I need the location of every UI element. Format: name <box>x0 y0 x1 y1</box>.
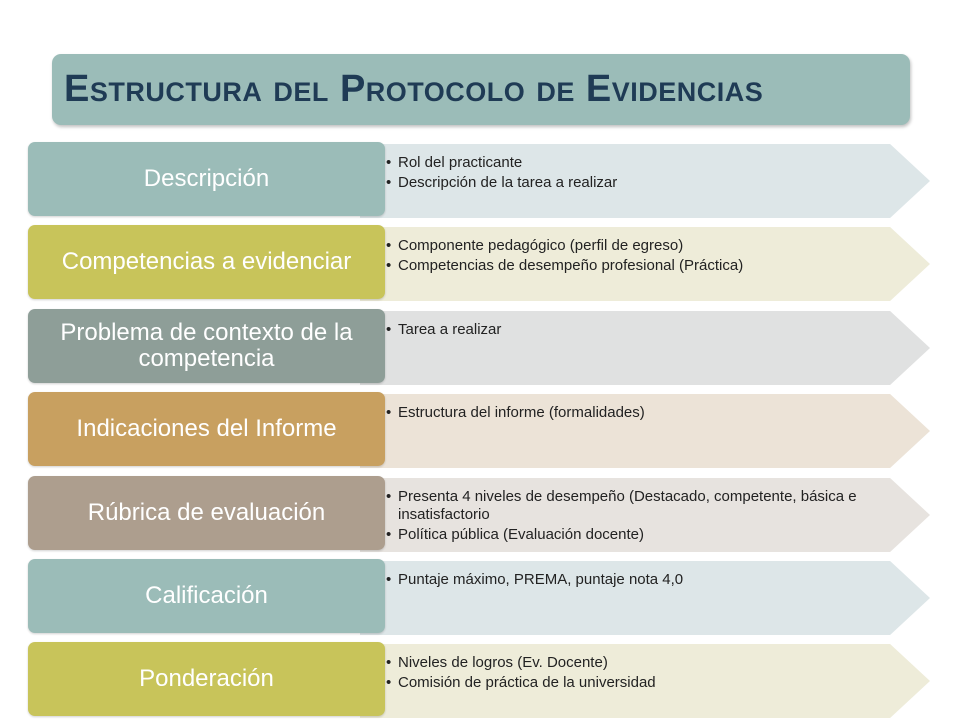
bullet-item: • Política pública (Evaluación docente) <box>386 526 906 544</box>
row-label: Problema de contexto de la competencia <box>28 309 385 383</box>
bullet-item: • Puntaje máximo, PREMA, puntaje nota 4,0 <box>386 571 906 589</box>
row-label: Calificación <box>28 559 385 633</box>
row-label: Ponderación <box>28 642 385 716</box>
structure-row <box>0 642 960 722</box>
row-bullet-list <box>386 654 906 694</box>
structure-row <box>0 309 960 389</box>
bullet-item: • Competencias de desempeño profesional (Práctica) <box>386 257 906 275</box>
structure-row <box>0 476 960 556</box>
row-label: Descripción <box>28 142 385 216</box>
bullet-item: • Niveles de logros (Ev. Docente) <box>386 654 906 672</box>
bullet-item: • Tarea a realizar <box>386 321 906 339</box>
structure-row <box>0 559 960 639</box>
page-title: Estructura del Protocolo de Evidencias <box>64 68 764 110</box>
row-label: Rúbrica de evaluación <box>28 476 385 550</box>
bullet-item: • Estructura del informe (formalidades) <box>386 404 906 422</box>
bullet-item: • Componente pedagógico (perfil de egreso) <box>386 237 906 255</box>
structure-row <box>0 142 960 222</box>
structure-row <box>0 392 960 472</box>
bullet-item: • Rol del practicante <box>386 154 906 172</box>
row-bullet-list <box>386 404 906 424</box>
row-bullet-list <box>386 154 906 194</box>
bullet-item: • Descripción de la tarea a realizar <box>386 174 906 192</box>
row-bullet-list <box>386 237 906 277</box>
row-bullet-list <box>386 571 906 591</box>
row-label: Indicaciones del Informe <box>28 392 385 466</box>
bullet-item: • Presenta 4 niveles de desempeño (Destacado, competente, básica e insatisfactorio <box>386 488 906 524</box>
structure-row <box>0 225 960 305</box>
row-bullet-list <box>386 488 906 546</box>
row-label: Competencias a evidenciar <box>28 225 385 299</box>
bullet-item: • Comisión de práctica de la universidad <box>386 674 906 692</box>
row-bullet-list <box>386 321 906 341</box>
